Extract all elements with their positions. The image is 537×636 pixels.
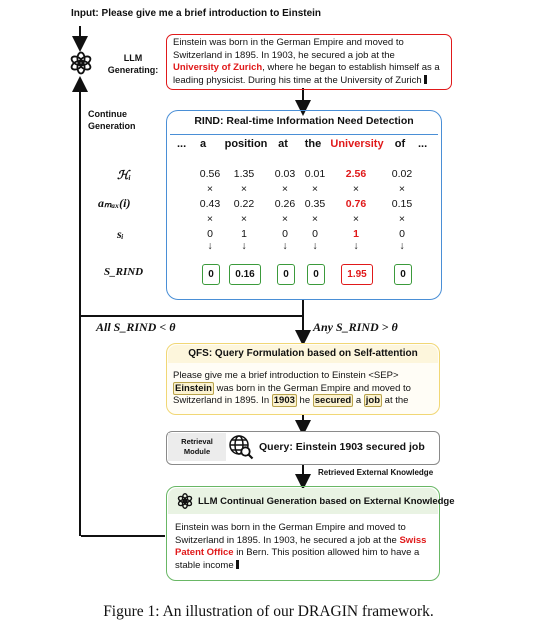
final-line-3-rest: in Bern. This position allowed him to have a [236,547,420,558]
qfs-hl-einstein: Einstein [175,382,212,394]
cursor-icon-final [236,560,239,569]
times-sign-2: × [398,213,406,225]
times-sign-1: × [281,183,289,195]
continue-generation-label [88,108,136,132]
s-value: 1 [241,228,247,240]
retrieval-module-label [168,437,226,457]
H-value: 1.35 [233,168,255,180]
qfs-line-3-b: he [299,395,311,406]
row-label-srind: S_RIND [104,266,144,278]
qfs-hl-job: job [365,395,381,406]
openai-logo-icon [68,50,94,76]
rind-token-ellipsis-left: ... [177,138,187,150]
srind-value-box: 0 [394,264,412,285]
condition-any: Any S_RIND > θ [313,320,398,334]
qfs-line-2 [173,383,435,396]
rind-token: the [304,138,322,150]
qfs-text [173,370,435,408]
times-sign-2: × [206,213,214,225]
retrieval-label-line2: Module [183,447,211,456]
gen-line-4-text: leading physicist. During his time at the University of Zurich [173,74,422,86]
amax-value: 0.22 [233,198,255,210]
rind-token-ellipsis-right: ... [418,138,428,150]
openai-logo-small-icon [176,492,194,510]
times-sign-2: × [240,213,248,225]
retrieval-label-line1: Retrieval [181,437,213,446]
gen-line-3-rest: , where he began to establish himself as a [262,62,440,73]
qfs-title: QFS: Query Formulation based on Self-attention [188,348,418,359]
rind-title: RIND: Real-time Information Need Detection [194,115,414,127]
row-label-s: sᵢ [117,227,124,241]
times-sign-2: × [311,213,319,225]
srind-value-box: 0.16 [229,264,261,285]
s-value: 1 [353,228,359,240]
continue-line1: Continue [88,109,127,119]
srind-value-box: 0 [202,264,220,285]
rind-token: at [278,138,288,150]
llm-generating-label [104,52,162,76]
final-highlight-patent-office: Patent Office [175,547,234,558]
amax-value: 0.35 [304,198,326,210]
final-line-1: Einstein was born in the German Empire and moved to [175,522,406,533]
globe-search-icon [228,434,254,460]
rind-token: of [394,138,406,150]
s-value: 0 [312,228,318,240]
times-sign-2: × [352,213,360,225]
down-arrow-icon: ↓ [241,240,247,252]
final-line-2 [175,535,437,548]
generation-box [166,34,452,90]
amax-value: 0.43 [199,198,221,210]
llm-label-line2: Generating: [107,65,159,75]
qfs-hl-1903: 1903 [273,395,295,406]
s-value: 0 [399,228,405,240]
rind-token: position [224,138,268,150]
down-arrow-icon: ↓ [282,240,288,252]
rind-token: University [330,138,384,150]
final-title: LLM Continual Generation based on External Knowledge [198,496,455,507]
continue-line2: Generation [88,121,136,131]
cursor-icon [424,75,427,84]
final-highlight-swiss: Swiss [399,534,427,546]
s-value: 0 [282,228,288,240]
gen-line-1: Einstein was born in the German Empire and moved to [173,37,404,48]
gen-line-2: Switzerland in 1895. In 1903, he secured a job at the [173,49,395,61]
retrieval-query: Query: Einstein 1903 secured job [259,441,425,453]
input-label: Input: Please give me a brief introduction to Einstein [71,8,322,19]
llm-label-line1: LLM [123,53,143,63]
down-arrow-icon: ↓ [399,240,405,252]
rind-token: a [199,138,207,150]
H-value: 0.02 [391,168,413,180]
srind-value-box: 0 [277,264,295,285]
final-line-4-text: stable income [175,559,234,571]
final-line-2-a: Switzerland in 1895. In 1903, he secured a job at the [175,534,397,546]
srind-value-box: 0 [307,264,325,285]
amax-value: 0.76 [345,198,367,210]
H-value: 0.01 [304,168,326,180]
row-label-H: ℋᵢ [117,168,131,182]
condition-all: All S_RIND < θ [96,320,176,334]
final-line-3 [175,547,437,560]
times-sign-1: × [352,183,360,195]
retrieved-knowledge-label: Retrieved External Knowledge [318,468,434,477]
rind-title-divider [170,134,438,135]
figure-caption: Figure 1: An illustration of our DRAGIN framework. [103,603,434,620]
qfs-line-3 [173,395,435,408]
down-arrow-icon: ↓ [353,240,359,252]
s-value: 0 [207,228,213,240]
times-sign-1: × [311,183,319,195]
srind-value-box: 1.95 [341,264,373,285]
times-sign-2: × [281,213,289,225]
H-value: 0.56 [199,168,221,180]
down-arrow-icon: ↓ [207,240,213,252]
final-line-4 [175,560,437,573]
qfs-line-3-a: Switzerland in 1895. In [173,395,270,406]
final-text [175,522,437,572]
qfs-line-2-rest: was born in the German Empire and moved to [216,382,411,394]
qfs-line-3-d: at the [384,395,409,406]
qfs-hl-secured: secured [314,395,352,406]
amax-value: 0.15 [391,198,413,210]
down-arrow-icon: ↓ [312,240,318,252]
qfs-line-1: Please give me a brief introduction to Einstein <SEP> [173,370,399,381]
row-label-amax: aₘₐₓ(i) [98,196,131,210]
gen-highlight-university: University of Zurich [173,62,263,73]
qfs-line-3-c: a [355,395,362,406]
gen-line-4 [173,75,445,88]
H-value: 2.56 [345,168,367,180]
amax-value: 0.26 [274,198,296,210]
gen-line-3 [173,62,445,75]
times-sign-1: × [398,183,406,195]
H-value: 0.03 [274,168,296,180]
times-sign-1: × [240,183,248,195]
times-sign-1: × [206,183,214,195]
